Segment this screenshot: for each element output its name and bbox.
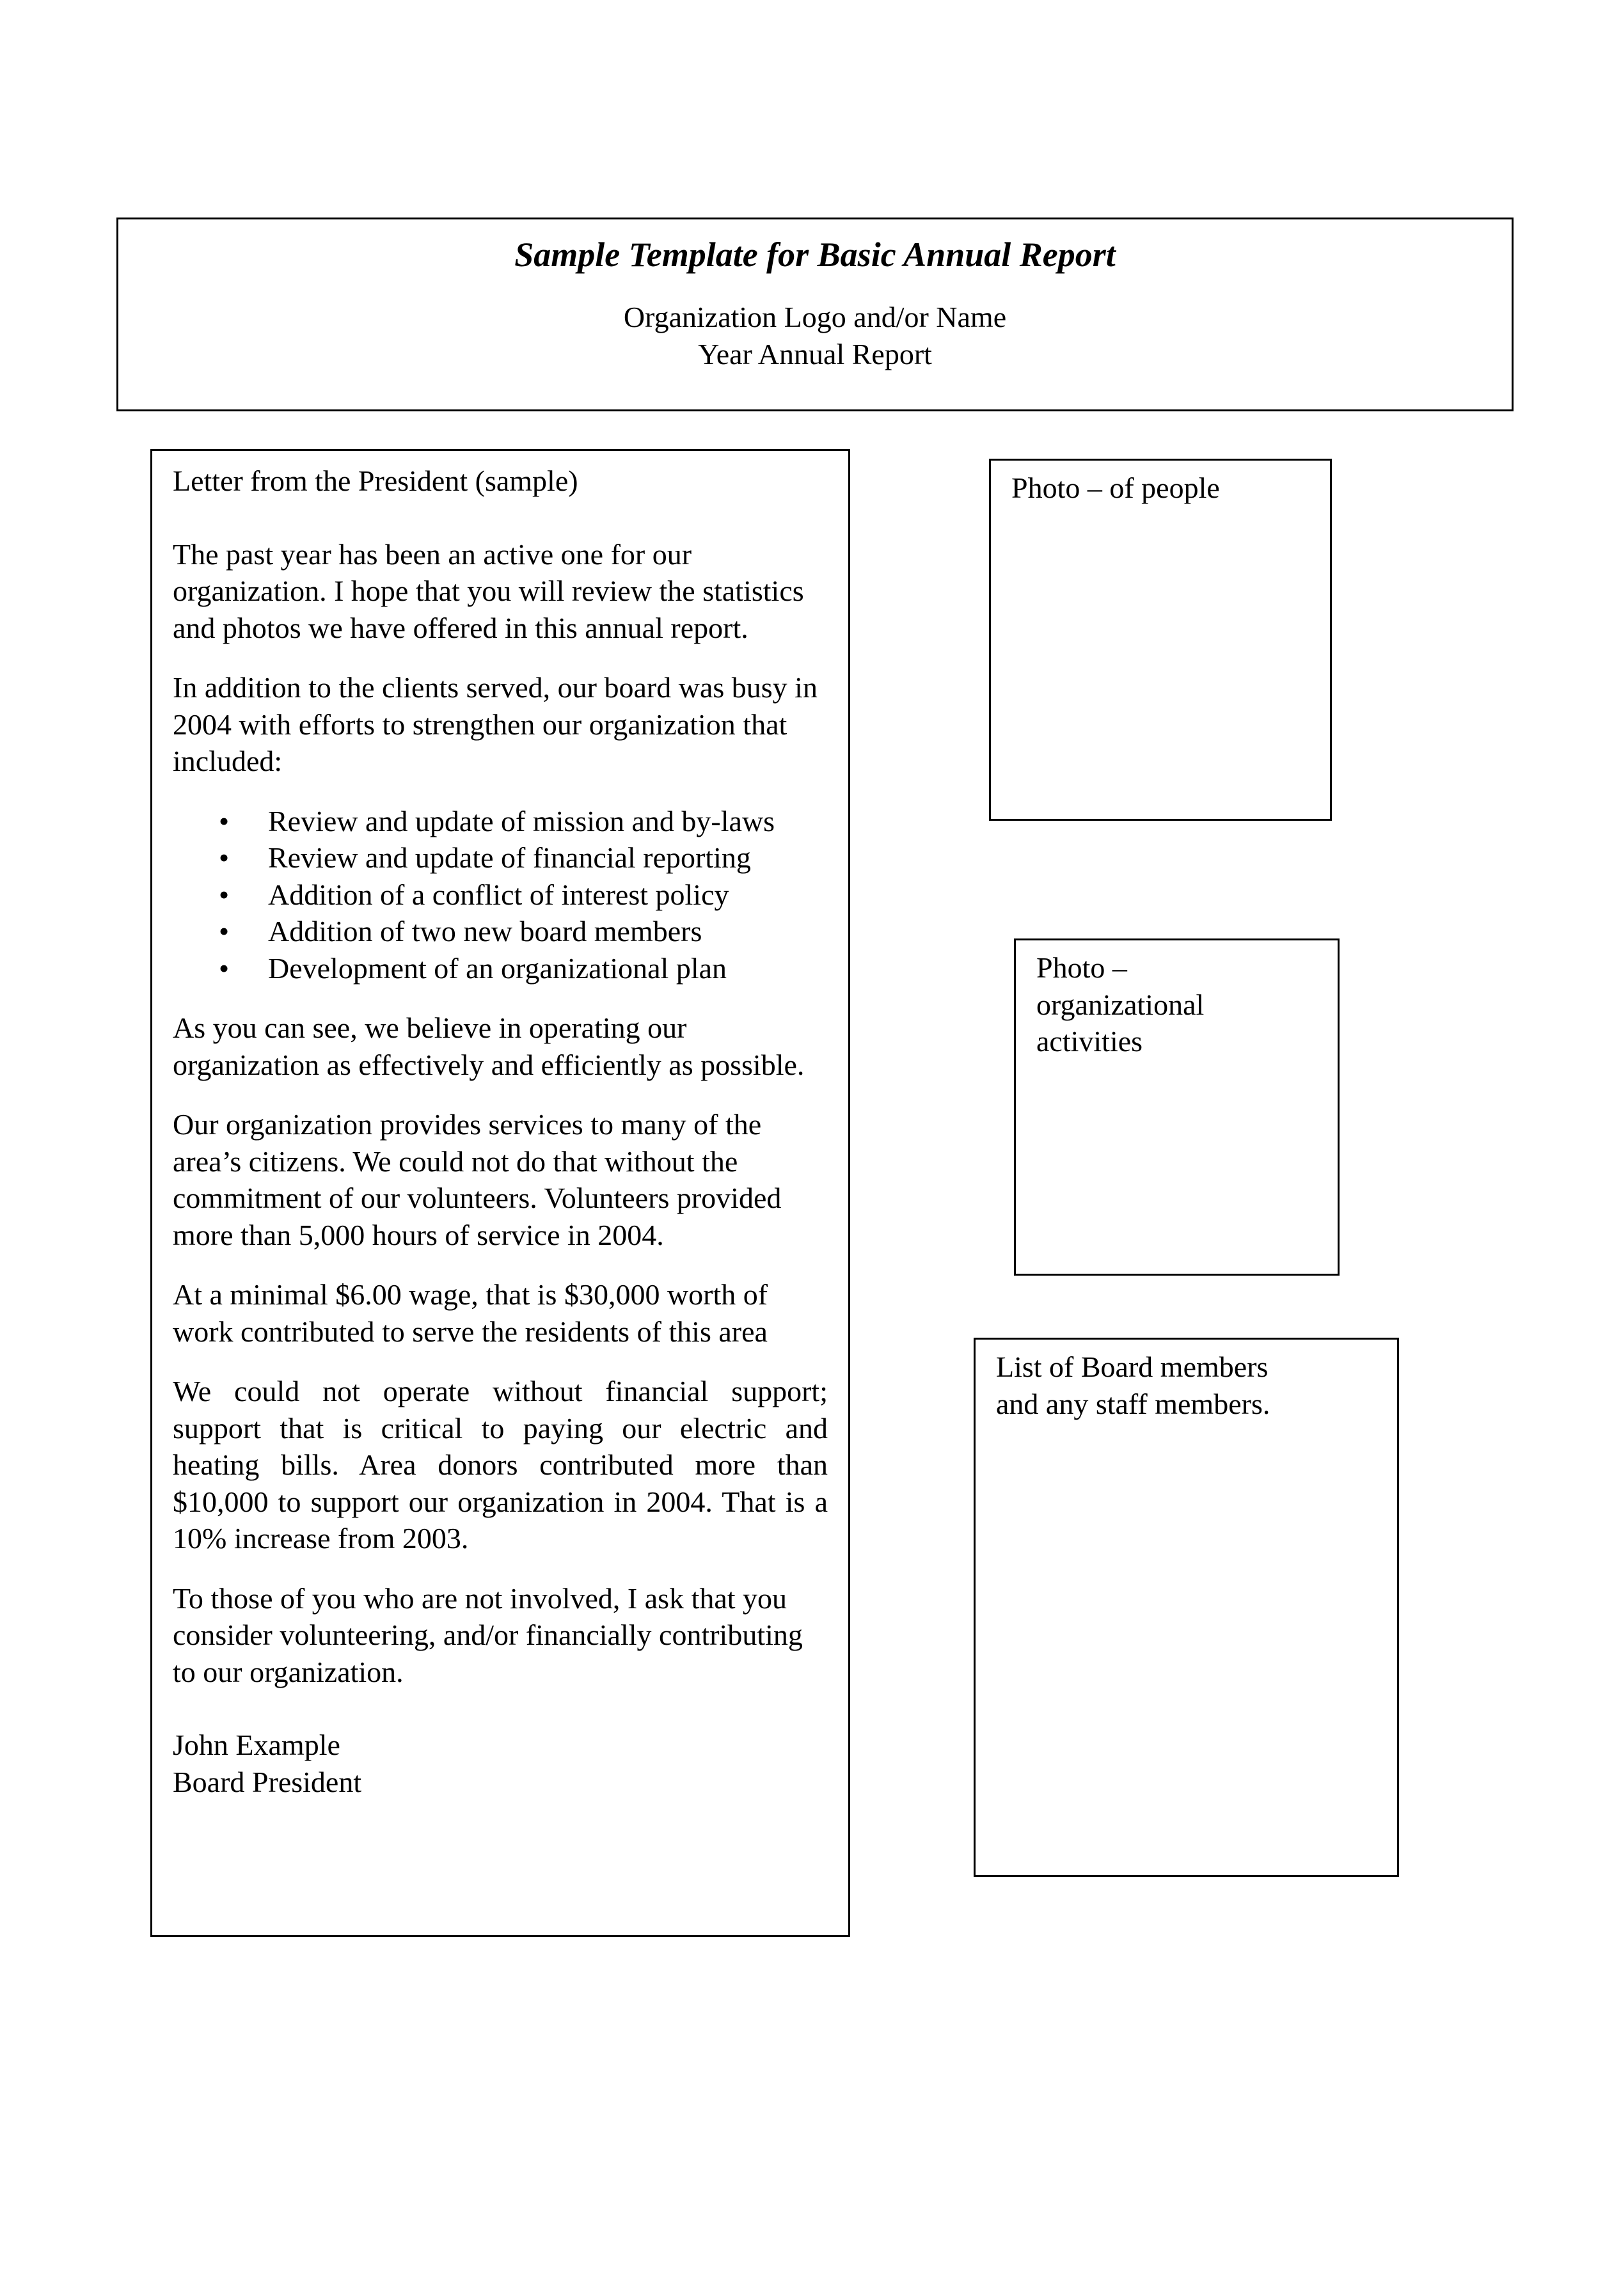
list-item-text: Addition of a conflict of interest policy <box>268 878 729 911</box>
list-item <box>173 839 828 876</box>
letter-bullet-list <box>173 803 828 987</box>
board-members-placeholder <box>974 1338 1399 1877</box>
signature-name: John Example <box>173 1729 340 1761</box>
list-item <box>173 876 828 914</box>
list-item <box>173 803 828 840</box>
photo-people-placeholder <box>989 459 1332 821</box>
letter-paragraph-1: The past year has been an active one for our organization. I hope that you will review the statistics and photos we have offered in this annual report. <box>173 537 804 644</box>
letter-paragraph-6: We could not operate without financial support; support that is critical to paying our electric and heating bills. Area donors contributed more than $10,000 to support our organization in 2004. That is a 10% increase from 2003. <box>173 1375 828 1555</box>
year-annual-report: Year Annual Report <box>698 338 932 370</box>
photo-activities-label: Photo – organizational activities <box>1036 951 1205 1057</box>
report-title: Sample Template for Basic Annual Report <box>514 235 1116 274</box>
list-item <box>173 950 828 987</box>
report-header-box <box>116 218 1514 411</box>
organization-logo-name: Organization Logo and/or Name <box>623 301 1007 333</box>
list-item <box>173 913 828 950</box>
board-members-label: List of Board members and any staff members. <box>996 1350 1270 1420</box>
bullet-icon: • <box>219 841 230 874</box>
letter-paragraph-3: As you can see, we believe in operating our organization as effectively and efficiently as possible. <box>173 1011 805 1081</box>
photo-activities-placeholder <box>1014 938 1340 1276</box>
president-letter-box <box>150 449 850 1937</box>
bullet-icon: • <box>219 915 230 947</box>
photo-people-label: Photo – of people <box>1011 471 1220 504</box>
letter-heading: Letter from the President (sample) <box>173 464 578 497</box>
letter-paragraph-5: At a minimal $6.00 wage, that is $30,000 worth of work contributed to serve the residents of this area <box>173 1278 768 1348</box>
letter-paragraph-7: To those of you who are not involved, I ask that you consider volunteering, and/or financially contributing to our organization. <box>173 1581 803 1688</box>
bullet-icon: • <box>219 804 230 837</box>
bullet-icon: • <box>219 951 230 985</box>
list-item-text: Review and update of financial reporting <box>268 841 751 874</box>
letter-paragraph-2: In addition to the clients served, our board was busy in 2004 with efforts to strengthen our organization that included: <box>173 671 818 777</box>
bullet-icon: • <box>219 878 230 911</box>
signature-title: Board President <box>173 1765 362 1798</box>
list-item-text: Review and update of mission and by-laws <box>268 804 775 837</box>
list-item-text: Addition of two new board members <box>268 915 702 947</box>
list-item-text: Development of an organizational plan <box>268 951 727 985</box>
letter-paragraph-4: Our organization provides services to many of the area’s citizens. We could not do that without the commitment of our volunteers. Volunteers provided more than 5,000 hours of service in 2004. <box>173 1108 782 1251</box>
